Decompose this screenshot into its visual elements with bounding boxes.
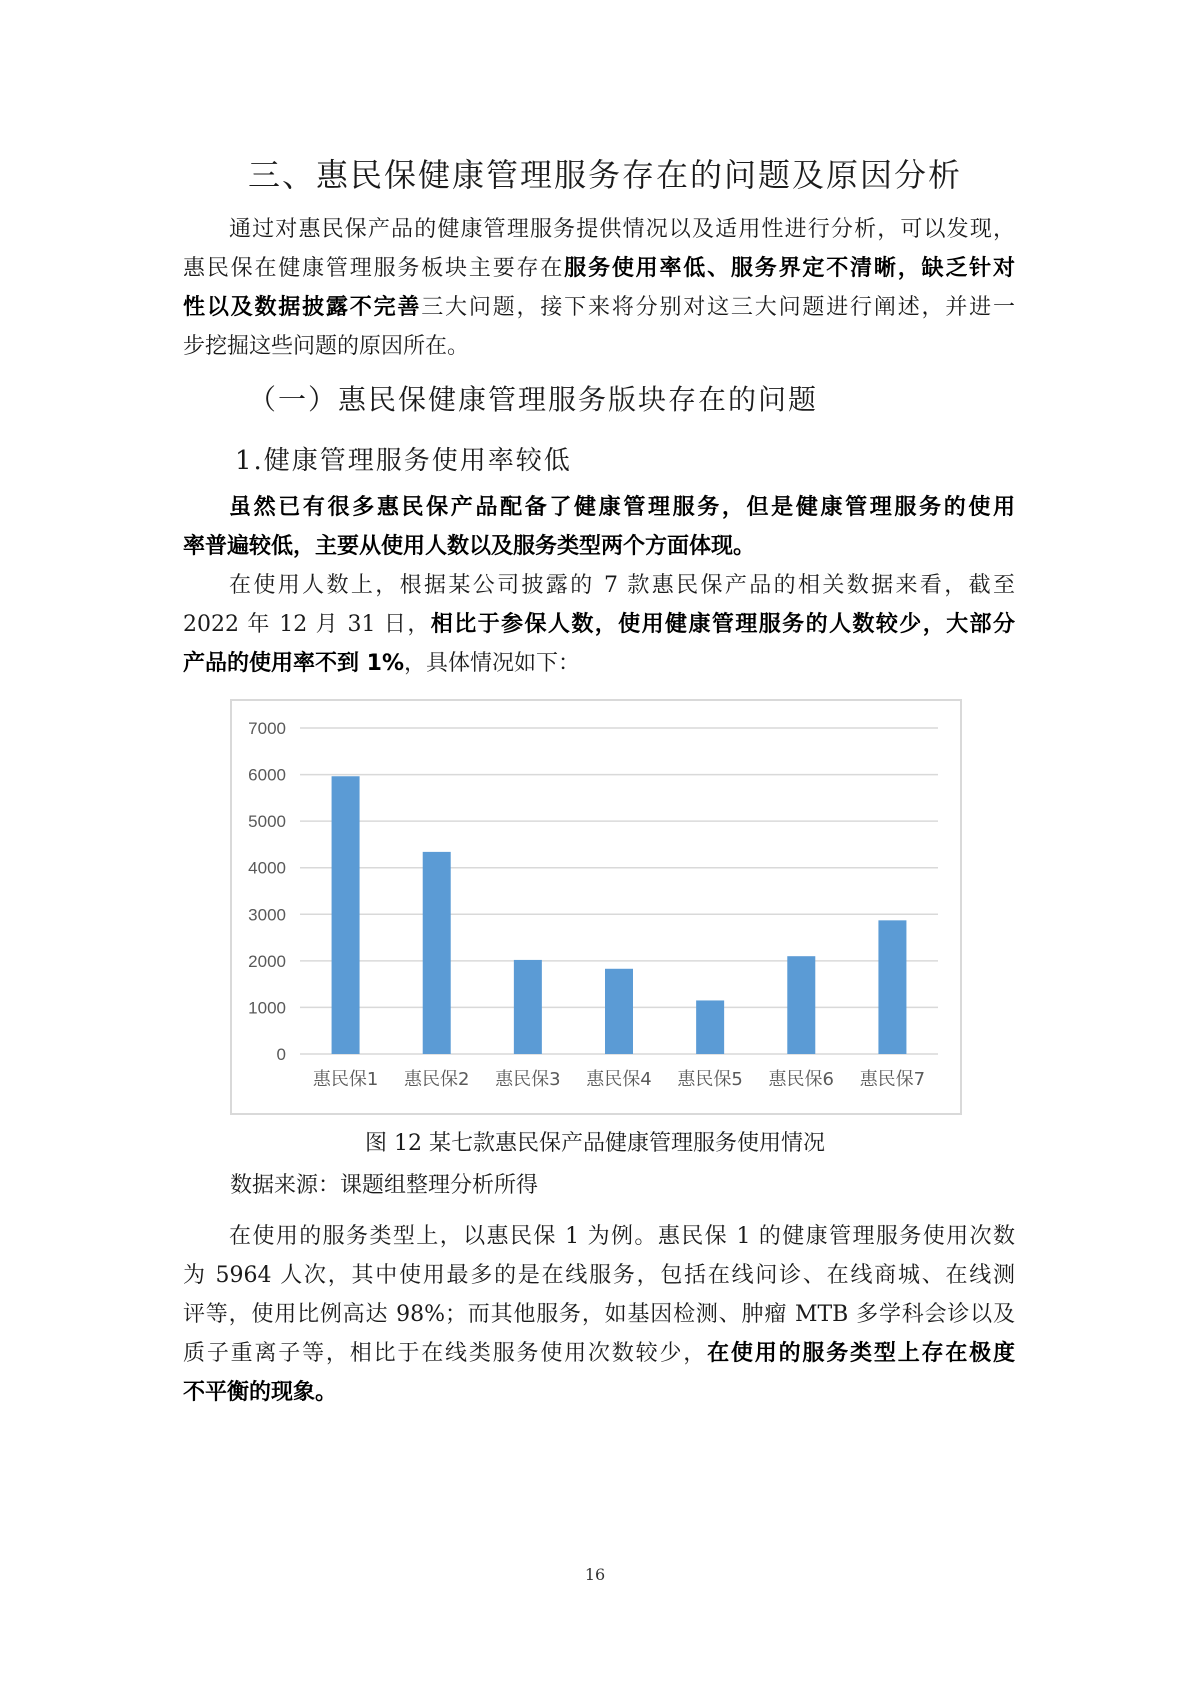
- x-category-label: 惠民保3: [495, 1069, 561, 1090]
- paragraph-line: 虽然已有很多惠民保产品配备了健康管理服务，但是健康管理服务的使用: [229, 495, 1015, 520]
- paragraph-line: 评等，使用比例高达 98%；而其他服务，如基因检测、肿瘤 MTB 多学科会诊以及: [183, 1302, 1015, 1327]
- y-tick-label: 7000: [248, 719, 286, 738]
- paragraph-line: 步挖掘这些问题的原因所在。: [183, 334, 470, 359]
- bold-text: 产品的使用率不到 1%: [183, 651, 405, 676]
- section-heading: 三、惠民保健康管理服务存在的问题及原因分析: [248, 156, 963, 194]
- paragraph-line: 通过对惠民保产品的健康管理服务提供情况以及适用性进行分析，可以发现，: [229, 217, 1015, 242]
- subsection-heading: （一）惠民保健康管理服务版块存在的问题: [248, 383, 819, 416]
- paragraph-line: [183, 1334, 1015, 1373]
- bar: [605, 969, 633, 1054]
- data-source-note: 数据来源：课题组整理分析所得: [230, 1173, 539, 1198]
- bold-summary-paragraph: [183, 488, 1015, 566]
- y-tick-label: 5000: [248, 812, 286, 832]
- x-category-label: 惠民保7: [859, 1069, 926, 1090]
- paragraph-line: [183, 288, 1015, 327]
- bold-text: 性以及数据披露不完善: [183, 295, 422, 320]
- bold-text: 相比于参保人数，使用健康管理服务的人数较少，大部分: [430, 612, 1015, 637]
- x-category-label: 惠民保4: [586, 1069, 652, 1090]
- y-tick-label: 1000: [248, 998, 286, 1018]
- y-tick-label: 4000: [248, 858, 286, 878]
- y-tick-label: 3000: [248, 905, 286, 925]
- paragraph-line: 不平衡的现象。: [183, 1380, 338, 1405]
- usage-count-paragraph: [183, 566, 1015, 683]
- bar: [332, 776, 360, 1054]
- bar: [878, 920, 906, 1054]
- item-heading: 1.健康管理服务使用率较低: [235, 446, 572, 476]
- paragraph-line: 在使用人数上，根据某公司披露的 7 款惠民保产品的相关数据来看，截至: [229, 573, 1015, 598]
- paragraph-line: [183, 605, 1015, 644]
- paragraph-line: [183, 644, 1015, 683]
- paragraph-text: 质子重离子等，相比于在线类服务使用次数较少，: [183, 1341, 708, 1366]
- y-tick-label: 2000: [248, 951, 286, 971]
- bold-text: 在使用的服务类型上存在极度: [707, 1341, 1015, 1366]
- paragraph-line: 在使用的服务类型上，以惠民保 1 为例。惠民保 1 的健康管理服务使用次数: [229, 1224, 1015, 1249]
- x-category-label: 惠民保2: [403, 1069, 470, 1090]
- intro-paragraph: [183, 210, 1015, 366]
- paragraph-text: 惠民保在健康管理服务板块主要存在: [183, 256, 565, 281]
- page-number: 16: [584, 1565, 606, 1584]
- paragraph-text: 三大问题，接下来将分别对这三大问题进行阐述，并进一: [421, 295, 1015, 320]
- paragraph-line: 为 5964 人次，其中使用最多的是在线服务，包括在线问诊、在线商城、在线测: [183, 1263, 1015, 1288]
- bar: [514, 960, 542, 1054]
- x-category-label: 惠民保6: [768, 1069, 835, 1090]
- paragraph-text: 2022 年 12 月 31 日，: [183, 612, 431, 637]
- x-category-label: 惠民保1: [312, 1069, 379, 1090]
- y-tick-label: 0: [276, 1045, 286, 1064]
- figure-caption: 图 12 某七款惠民保产品健康管理服务使用情况: [365, 1131, 825, 1156]
- bar-chart: [232, 701, 960, 1113]
- y-tick-label: 6000: [248, 765, 286, 785]
- bar: [423, 852, 451, 1054]
- bar: [787, 956, 815, 1054]
- bar-chart-frame: [230, 699, 962, 1115]
- bold-text: 服务使用率低、服务界定不清晰，缺乏针对: [564, 256, 1015, 281]
- service-type-paragraph: [183, 1217, 1015, 1412]
- paragraph-text: ，具体情况如下：: [404, 651, 581, 676]
- paragraph-line: 率普遍较低，主要从使用人数以及服务类型两个方面体现。: [183, 534, 756, 559]
- paragraph-line: [183, 249, 1015, 288]
- x-category-label: 惠民保5: [677, 1069, 743, 1090]
- bar: [696, 1000, 724, 1054]
